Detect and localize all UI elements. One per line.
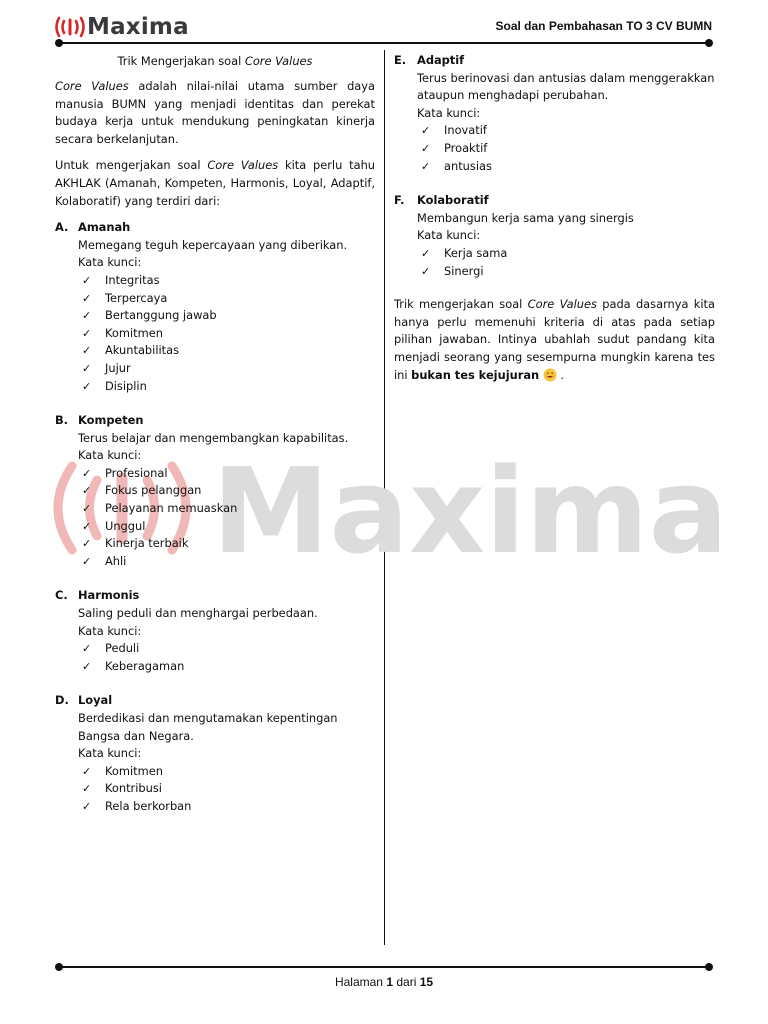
section-heading xyxy=(394,52,715,70)
keyword-text: Inovatif xyxy=(444,123,487,138)
section-kolaboratif xyxy=(394,192,715,280)
list-item xyxy=(82,360,375,378)
intro-paragraph: Core Values adalah nilai-nilai utama sumber daya manusia BUMN yang menjadi identitas dan perekat budaya kerja untuk mendukung peningkatan kinerja secara berkelanjutan. xyxy=(55,79,375,146)
list-item xyxy=(82,325,375,343)
page-title: Trik Mengerjakan soal Core Values xyxy=(117,54,313,68)
left-sections xyxy=(55,219,375,815)
section-letter: B. xyxy=(55,413,69,428)
list-item xyxy=(82,500,375,518)
section-heading xyxy=(394,192,715,210)
keyword-text: antusias xyxy=(444,158,492,173)
section-heading xyxy=(55,412,375,430)
kata-kunci-label: Kata kunci: xyxy=(417,105,481,120)
list-item xyxy=(82,518,375,536)
keyword-text: Terpercaya xyxy=(105,290,168,305)
section-heading xyxy=(55,692,375,710)
section-heading xyxy=(55,219,375,237)
checkmark-icon: ✓ xyxy=(82,764,92,778)
section-kompeten xyxy=(55,412,375,570)
list-item xyxy=(421,263,715,281)
section-name: Amanah xyxy=(78,220,131,235)
keyword-text: Fokus pelanggan xyxy=(105,483,202,498)
list-item xyxy=(82,798,375,816)
checkmark-icon: ✓ xyxy=(421,246,431,260)
watermark-text: Maxima xyxy=(212,448,729,568)
list-item xyxy=(82,535,375,553)
section-name: Harmonis xyxy=(78,588,140,603)
keyword-text: Disiplin xyxy=(105,378,147,393)
keyword-text: Profesional xyxy=(105,465,168,480)
list-item xyxy=(82,290,375,308)
list-item xyxy=(82,272,375,290)
sound-waves-icon xyxy=(55,12,85,42)
list-item xyxy=(82,553,375,571)
section-letter: C. xyxy=(55,588,68,603)
section-description: Terus berinovasi dan antusias dalam menggerakkan ataupun menghadapi perubahan. xyxy=(417,70,715,103)
kata-kunci-label: Kata kunci: xyxy=(78,623,142,638)
section-adaptif xyxy=(394,52,715,175)
checkmark-icon: ✓ xyxy=(421,141,431,155)
kata-kunci-label: Kata kunci: xyxy=(78,448,142,463)
document-header-title: Soal dan Pembahasan TO 3 CV BUMN xyxy=(495,19,712,33)
keyword-text: Bertanggung jawab xyxy=(105,308,217,323)
checkmark-icon: ✓ xyxy=(82,379,92,393)
akhlak-paragraph: Untuk mengerjakan soal Core Values kita perlu tahu AKHLAK (Amanah, Kompeten, Harmonis, Loyal, Adaptif, Kolaboratif) yang terdiri dari: xyxy=(55,158,376,208)
section-heading xyxy=(55,587,375,605)
checkmark-icon: ✓ xyxy=(82,554,92,568)
section-harmonis xyxy=(55,587,375,675)
kata-kunci-label: Kata kunci: xyxy=(417,228,481,243)
checkmark-icon: ✓ xyxy=(82,291,92,305)
keyword-text: Kinerja terbaik xyxy=(105,536,189,551)
list-item xyxy=(82,342,375,360)
checkmark-icon: ✓ xyxy=(82,659,92,673)
checkmark-icon: ✓ xyxy=(82,484,92,498)
list-item xyxy=(82,482,375,500)
left-column xyxy=(55,52,375,833)
checkmark-icon: ✓ xyxy=(82,519,92,533)
list-item xyxy=(82,378,375,396)
right-sections xyxy=(394,52,715,280)
keyword-text: Rela berkorban xyxy=(105,798,192,813)
keyword-text: Komitmen xyxy=(105,763,163,778)
checkmark-icon: ✓ xyxy=(82,466,92,480)
keyword-text: Keberagaman xyxy=(105,658,185,673)
keyword-text: Proaktif xyxy=(444,140,488,155)
brand-logo xyxy=(55,12,189,42)
kata-kunci-label: Kata kunci: xyxy=(78,746,142,761)
smiling-face-icon xyxy=(543,368,557,382)
section-letter: D. xyxy=(55,693,69,708)
section-description: Terus belajar dan mengembangkan kapabilitas. xyxy=(78,430,349,445)
brand-name: Maxima xyxy=(87,14,189,40)
closing-paragraph: Trik mengerjakan soal Core Values pada dasarnya kita hanya perlu memenuhi kriteria di atas pada setiap pilihan jawaban. Intinya ubahlah sudut pandang kita menjadi seorang yang sesempurna mungkin karena tes ini bukan tes kejujuran . xyxy=(394,297,715,382)
header-rule xyxy=(59,42,709,44)
keyword-list xyxy=(78,763,375,816)
section-letter: E. xyxy=(394,53,407,67)
checkmark-icon: ✓ xyxy=(82,537,92,551)
checkmark-icon: ✓ xyxy=(82,782,92,796)
checkmark-icon: ✓ xyxy=(82,344,92,358)
keyword-text: Unggul xyxy=(105,518,146,533)
keyword-text: Pelayanan memuaskan xyxy=(105,501,238,516)
section-name: Loyal xyxy=(78,693,113,708)
list-item xyxy=(421,140,715,158)
list-item xyxy=(82,307,375,325)
keyword-text: Integritas xyxy=(105,272,160,287)
keyword-list xyxy=(78,465,375,571)
keyword-list xyxy=(78,640,375,675)
section-description: Saling peduli dan menghargai perbedaan. xyxy=(78,606,318,621)
keyword-text: Ahli xyxy=(105,553,127,568)
list-item xyxy=(82,763,375,781)
list-item xyxy=(421,122,715,140)
checkmark-icon: ✓ xyxy=(82,502,92,516)
list-item xyxy=(82,640,375,658)
section-letter: A. xyxy=(55,220,69,235)
checkmark-icon: ✓ xyxy=(421,159,431,173)
section-name: Kolaboratif xyxy=(417,193,489,208)
list-item xyxy=(421,245,715,263)
keyword-text: Peduli xyxy=(105,641,140,656)
list-item xyxy=(82,780,375,798)
keyword-text: Kontribusi xyxy=(105,781,162,796)
checkmark-icon: ✓ xyxy=(421,124,431,138)
keyword-list xyxy=(417,122,715,175)
keyword-text: Kerja sama xyxy=(444,245,508,260)
section-loyal xyxy=(55,692,375,815)
section-name: Adaptif xyxy=(417,53,465,67)
section-amanah xyxy=(55,219,375,395)
kata-kunci-label: Kata kunci: xyxy=(78,255,142,270)
keyword-list xyxy=(78,272,375,395)
section-description: Memegang teguh kepercayaan yang diberikan. xyxy=(78,237,348,252)
checkmark-icon: ✓ xyxy=(421,264,431,278)
checkmark-icon: ✓ xyxy=(82,309,92,323)
checkmark-icon: ✓ xyxy=(82,642,92,656)
list-item xyxy=(82,658,375,676)
right-column xyxy=(394,52,715,393)
footer-rule xyxy=(59,966,709,968)
checkmark-icon: ✓ xyxy=(82,273,92,287)
page-footer: Halaman 1 dari 15 xyxy=(334,975,434,989)
keyword-text: Jujur xyxy=(105,360,131,375)
section-letter: F. xyxy=(394,193,405,208)
checkmark-icon: ✓ xyxy=(82,799,92,813)
list-item xyxy=(82,465,375,483)
section-description: Membangun kerja sama yang sinergis xyxy=(417,210,634,225)
keyword-text: Komitmen xyxy=(105,325,163,340)
checkmark-icon: ✓ xyxy=(82,326,92,340)
checkmark-icon: ✓ xyxy=(82,361,92,375)
keyword-text: Akuntabilitas xyxy=(105,343,180,358)
column-divider xyxy=(384,50,385,945)
keyword-list xyxy=(417,245,715,280)
section-description: Berdedikasi dan mengutamakan kepentingan Bangsa dan Negara. xyxy=(78,711,338,743)
section-name: Kompeten xyxy=(78,413,144,428)
keyword-text: Sinergi xyxy=(444,263,484,278)
list-item xyxy=(421,158,715,176)
